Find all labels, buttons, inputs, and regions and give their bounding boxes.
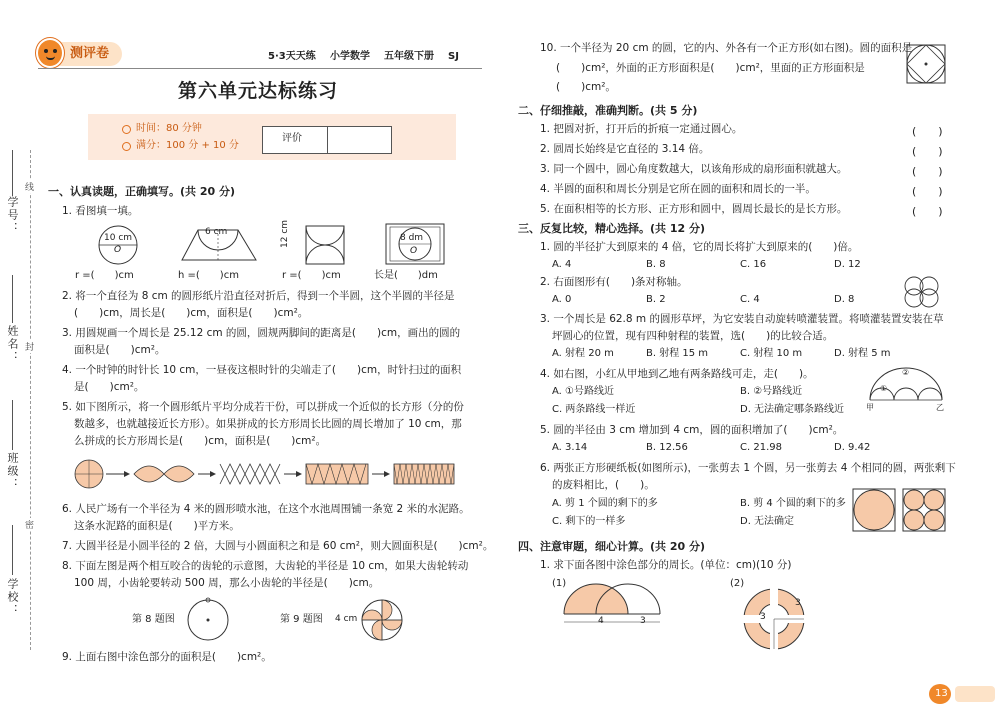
q1-1-fig2-label: 6 cm [205, 227, 228, 237]
calc-q1: 1. 求下面各图中涂色部分的周长。(单位：cm)(10 分) [540, 559, 792, 571]
choice-q4-opt-d[interactable]: D. 无法确定哪条路线近 [740, 404, 845, 415]
choice-q5: 5. 圆的半径由 3 cm 增加到 4 cm，圆的面积增加了( )cm²。 [540, 424, 844, 436]
choice-q3-opt-d[interactable]: D. 射程 5 m [834, 348, 891, 359]
student-id-line [12, 150, 13, 196]
q1-1-fig3-answer: r =( )cm [282, 270, 341, 281]
judge-bracket-3[interactable]: ( ) [912, 165, 943, 178]
choice-q2-opt-a[interactable]: A. 0 [552, 294, 572, 305]
choice-q5-opt-d[interactable]: D. 9.42 [834, 442, 871, 453]
choice-q5-opt-a[interactable]: A. 3.14 [552, 442, 588, 453]
choice-q5-opt-b[interactable]: B. 12.56 [646, 442, 688, 453]
judge-item-4: 4. 半圆的面积和周长分别是它所在圆的面积和周长的一半。 [540, 183, 816, 195]
q1-1-fig4-label: 8 dm [400, 233, 424, 243]
mascot-icon [36, 38, 64, 68]
q1-10-line3: ( )cm²。 [556, 81, 616, 93]
section-1-title: 一、认真读题，正确填写。(共 20 分) [48, 185, 236, 198]
header-rule [38, 68, 482, 69]
choice-q6-opt-b[interactable]: B. 剪 4 个圆的剩下的多 [740, 498, 846, 509]
name-label: 姓名： [6, 325, 19, 364]
q1-5-line2: 数越多，也就越接近长方形）。如果拼成的长方形周长比圆的周长增加了 10 cm，那 [74, 418, 462, 430]
choice-q2-opt-c[interactable]: C. 4 [740, 294, 760, 305]
page-title: 第六单元达标练习 [178, 80, 339, 102]
q1-4-line2: 是( )cm²。 [74, 381, 145, 393]
q1-10-figure [906, 44, 948, 86]
q1-1-figure-rect-arcs [302, 224, 348, 266]
q1-1: 1. 看图填一填。 [62, 205, 139, 217]
brand-badge-text: 测评卷 [70, 46, 110, 61]
choice-q3-opt-a[interactable]: A. 射程 20 m [552, 348, 614, 359]
calc-fig2-dim-right: 3 [795, 598, 801, 608]
choice-q6-line1: 6. 两张正方形硬纸板(如图所示)，一张剪去 1 个圆，另一张剪去 4 个相同的圆，两张剩下 [540, 462, 956, 474]
choice-q6-figure-four-circles [902, 488, 946, 532]
q1-10-line2: ( )cm²，外面的正方形面积是( )cm²，里面的正方形面积是 [556, 62, 865, 74]
judge-item-2: 2. 圆周长始终是它直径的 3.14 倍。 [540, 143, 710, 155]
evaluation-label: 评价 [282, 133, 302, 144]
choice-q1-opt-b[interactable]: B. 8 [646, 259, 666, 270]
q1-9-figure-label: 第 9 题图 [280, 614, 323, 625]
student-id-label: 学号： [6, 196, 19, 235]
q1-1-fig1-answer: r =( )cm [75, 270, 134, 281]
header-grade: 五年级下册 [384, 51, 434, 62]
q1-8-figure-gears [186, 598, 232, 644]
calc-fig2-label: (2) [730, 578, 745, 589]
choice-q2-opt-b[interactable]: B. 2 [646, 294, 666, 305]
class-line [12, 400, 13, 450]
calc-fig1-label: (1) [552, 578, 567, 589]
header-edition: SJ [448, 51, 459, 62]
choice-q4-fig-route1: ① [880, 384, 888, 393]
q1-3-line2: 面积是( )cm²。 [74, 344, 166, 356]
judge-item-1: 1. 把圆对折，打开后的折痕一定通过圆心。 [540, 123, 743, 135]
choice-q6-opt-a[interactable]: A. 剪 1 个圆的剩下的多 [552, 498, 658, 509]
q1-2-line1: 2. 将一个直径为 8 cm 的圆形纸片沿直径对折后，得到一个半圆，这个半圆的半径是 [62, 290, 455, 302]
binding-line [30, 150, 31, 650]
clock-icon [122, 125, 131, 134]
choice-q5-opt-c[interactable]: C. 21.98 [740, 442, 782, 453]
full-score: 满分：100 分 + 10 分 [136, 140, 239, 151]
calc-fig1-dim-right: 3 [640, 616, 646, 626]
choice-q4-opt-c[interactable]: C. 两条路线一样近 [552, 404, 636, 415]
judge-bracket-5[interactable]: ( ) [912, 205, 943, 218]
choice-q3-opt-c[interactable]: C. 射程 10 m [740, 348, 803, 359]
footer-tab [955, 686, 995, 702]
choice-q1-opt-c[interactable]: C. 16 [740, 259, 767, 270]
choice-q1-opt-d[interactable]: D. 12 [834, 259, 861, 270]
q1-1-fig2-answer: h =( )cm [178, 270, 239, 281]
q1-8-line2: 100 周，小齿轮要转动 500 周，那么小齿轮的半径是( )cm。 [74, 577, 380, 589]
choice-q1-opt-a[interactable]: A. 4 [552, 259, 572, 270]
choice-q2-figure-circles [904, 276, 948, 308]
q1-1-fig4-center: O [410, 246, 418, 256]
judge-item-5: 5. 在面积相等的长方形、正方形和圆中，圆周长最长的是长方形。 [540, 203, 848, 215]
q1-2-line2: ( )cm，周长是( )cm，面积是( )cm²。 [74, 307, 309, 319]
q1-7: 7. 大圆半径是小圆半径的 2 倍，大圆与小圆面积之和是 60 cm²，则大圆面积是( )cm²。 [62, 540, 494, 552]
judge-bracket-2[interactable]: ( ) [912, 145, 943, 158]
page-number: 13 [935, 688, 948, 699]
fold-seal-mark: 封 [25, 340, 34, 353]
choice-q6-opt-c[interactable]: C. 剩下的一样多 [552, 516, 626, 527]
q1-6-line2: 这条水泥路的面积是( )平方米。 [74, 520, 240, 532]
q1-5-line1: 5. 如下图所示，将一个圆形纸片平均分成若干份，可以拼成一个近似的长方形（分的份 [62, 401, 464, 413]
q1-5-figure-sequence [74, 458, 464, 492]
q1-9-figure-dim: 4 cm [335, 614, 358, 624]
fold-line-mark: 线 [25, 180, 34, 193]
choice-q6-opt-d[interactable]: D. 无法确定 [740, 516, 795, 527]
choice-q6-figure-one-circle [852, 488, 896, 532]
calc-figure-2-ring [740, 585, 812, 657]
q1-1-fig1-label: 10 cm [104, 233, 133, 243]
check-icon [122, 142, 131, 151]
school-line [12, 525, 13, 575]
q1-9: 9. 上面右图中涂色部分的面积是( )cm²。 [62, 651, 272, 663]
header-subject: 小学数学 [330, 51, 370, 62]
q1-8-line1: 8. 下面左图是两个相互咬合的齿轮的示意图，大齿轮的半径是 10 cm，如果大齿轮转动 [62, 560, 469, 572]
q1-4-line1: 4. 一个时钟的时针长 10 cm，一昼夜这根时针的尖端走了( )cm，时针扫过的面积 [62, 364, 462, 376]
choice-q4-opt-b[interactable]: B. ②号路线近 [740, 386, 803, 397]
judge-item-3: 3. 同一个圆中，圆心角度数越大，以该角形成的扇形面积就越大。 [540, 163, 848, 175]
name-line [12, 275, 13, 323]
fold-close-mark: 密 [25, 518, 34, 531]
choice-q3-line1: 3. 一个周长是 62.8 m 的圆形草坪，为它安装自动旋转喷灌装置。将喷灌装置安装在草 [540, 313, 944, 325]
judge-bracket-1[interactable]: ( ) [912, 125, 943, 138]
calc-fig2-dim-left: 3 [760, 612, 766, 622]
choice-q6-line2: 的废料相比，( )。 [552, 479, 655, 491]
q1-5-line3: 么拼成的长方形周长是( )cm，面积是( )cm²。 [74, 435, 327, 447]
time-limit: 时间：80 分钟 [136, 123, 202, 134]
section-4-title: 四、注意审题，细心计算。(共 20 分) [518, 540, 706, 553]
q1-3-line1: 3. 用圆规画一个周长是 25.12 cm 的圆，圆规两脚间的距离是( )cm，画出的圆的 [62, 327, 461, 339]
choice-q3-line2: 坪圆心的位置，现有四种射程的装置，选( )的比较合适。 [552, 330, 834, 342]
choice-q4-fig-start: 甲 [866, 403, 874, 412]
choice-q2-opt-d[interactable]: D. 8 [834, 294, 855, 305]
choice-q3-opt-b[interactable]: B. 射程 15 m [646, 348, 709, 359]
q1-1-figure-circle [88, 224, 158, 266]
q1-6-line1: 6. 人民广场有一个半径为 4 米的圆形喷水池，在这个水池周围铺一条宽 2 米的水泥路。 [62, 503, 470, 515]
choice-q2: 2. 右面图形有( )条对称轴。 [540, 276, 688, 288]
q1-9-figure-pinwheel [360, 598, 406, 644]
class-label: 班级： [6, 452, 19, 491]
q1-8-figure-label: 第 8 题图 [132, 614, 175, 625]
q1-1-fig3-label: 12 cm [280, 219, 290, 248]
header-series: 5·3天天练 [268, 51, 316, 62]
section-2-title: 二、仔细推敲，准确判断。(共 5 分) [518, 104, 698, 117]
q1-1-fig4-answer: 长是( )dm [374, 270, 438, 281]
choice-q4-fig-end: 乙 [936, 403, 944, 412]
choice-q4: 4. 如右图，小红从甲地到乙地有两条路线可走，走( )。 [540, 368, 814, 380]
calc-figure-1-arcs [560, 584, 670, 628]
choice-q4-opt-a[interactable]: A. ①号路线近 [552, 386, 614, 397]
q1-1-fig1-center: O [114, 245, 122, 255]
section-3-title: 三、反复比较，精心选择。(共 12 分) [518, 222, 706, 235]
judge-bracket-4[interactable]: ( ) [912, 185, 943, 198]
calc-fig1-dim-left: 4 [598, 616, 604, 626]
choice-q1: 1. 圆的半径扩大到原来的 4 倍，它的周长将扩大到原来的( )倍。 [540, 241, 859, 253]
school-label: 学校： [6, 578, 19, 617]
q1-10-line1: 10. 一个半径为 20 cm 的圆，它的内、外各有一个正方形(如右图)。圆的面积是 [540, 42, 913, 54]
choice-q4-fig-route2: ② [902, 368, 910, 377]
